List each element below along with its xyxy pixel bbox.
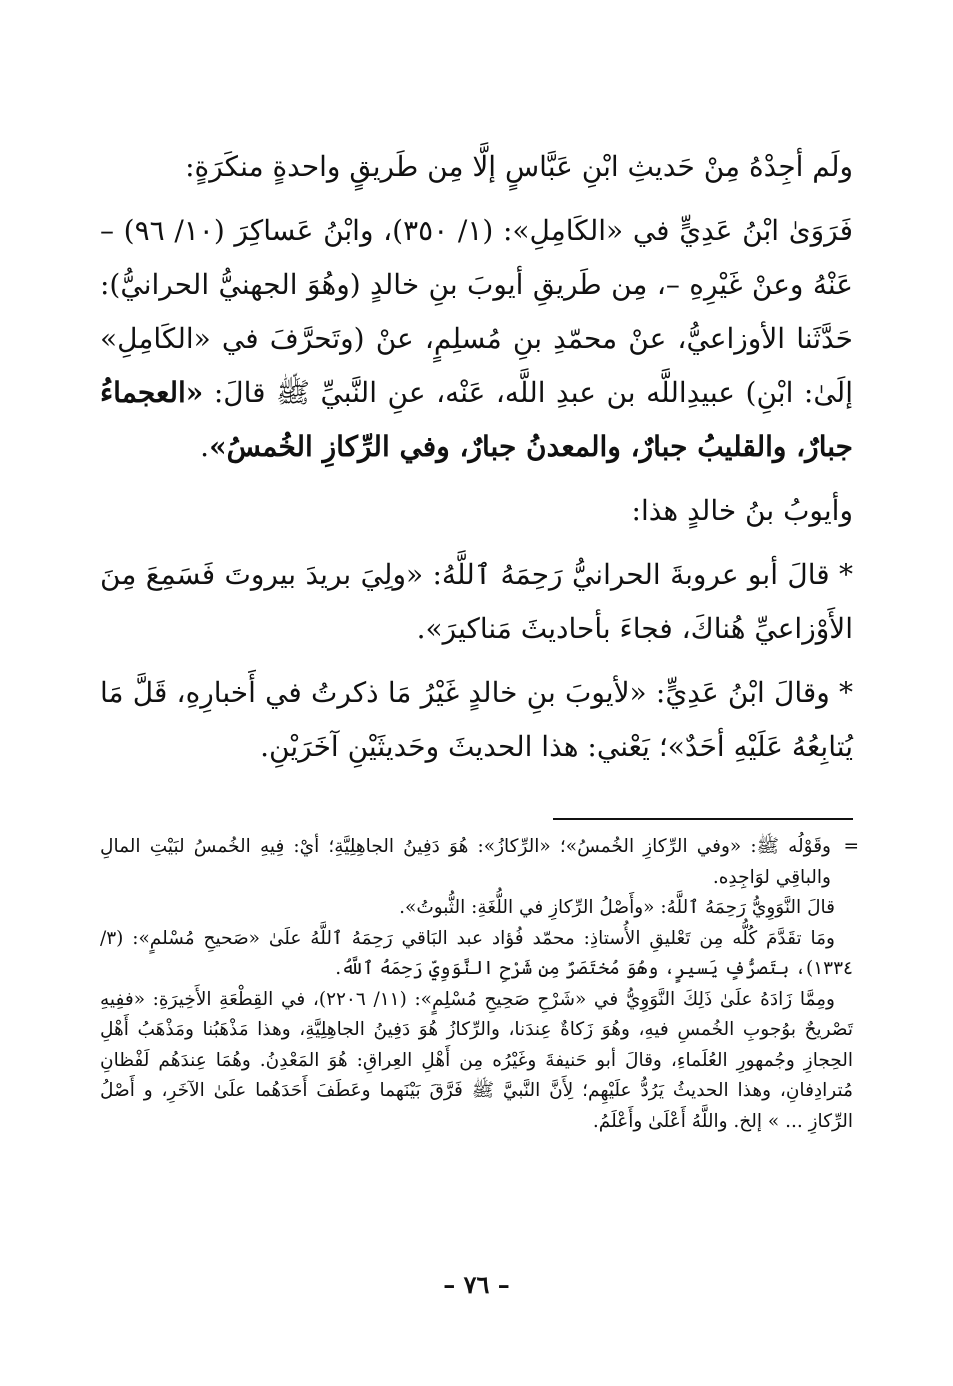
footnote-continuation — [100, 832, 859, 893]
narrator-heading: وأيوبُ بنُ خالدٍ هذا: — [631, 494, 853, 527]
hadith-text: «العجماءُ جبارٌ، والقليبُ جبارٌ، والمعدنُ جبارٌ، وفي الرِّكازِ الخُمسُ» — [100, 376, 853, 463]
footnote-separator — [553, 818, 853, 820]
hadith-chain-text: فَرَوَىٰ ابْنُ عَدِيٍّ في «الكَامِلِ»: (١/ ٣٥٠)، وابْنُ عَساكِرَ (١٠/ ٩٦) – عَنْهُ وعنْ غَيْرِهِ –، مِن طَريقِ أيوبَ بنِ خالدٍ (وهُوَ الجهنيُّ الحرانيُّ): حَدَّثَنا الأوزاعيُّ، عنْ محمّدِ بنِ مُسلِمٍ، عنْ (وتَحرَّفَ في «الكَامِلِ» إلَىٰ: ابْنِ) عبيدِاللَّه بن عبدِ اللَّه، عَنْه، عنِ النَّبيِّ ﷺ قالَ: — [100, 214, 853, 409]
abu-aruba-quote: * قالَ أبو عروبةَ الحرانيُّ رَحِمَهُ ٱللَّهُ: «ولِيَ بريدَ بيروتَ فَسَمِعَ مِنَ الأَوْزاعيِّ هُناكَ، فجاءَ بأحاديثَ مَناكيرَ». — [100, 558, 853, 645]
footnote-line-3: ومَا تقَدَّمَ كُلُّه مِن تَعْليقِ الأُستاذِ: محمّد فُؤاد عبد البَاقي رَحِمَهُ ٱللَّهُ علَىٰ «صَحيحِ مُسْلمٍ»: (٣/ ١٣٣٤)، بتَصرُّفٍ يَسيرٍ، وهُوَ مُختَصَرٌ مِن شَرْحِ النَّوَوِيِّ رَحِمَهُ ٱللَّهُ. — [100, 927, 853, 979]
footnote-line-4: ومِمَّا زَادَهُ علَىٰ ذَلِكَ النَّوَوِيُّ في «شَرْحِ صَحِيحِ مُسْلِمٍ»: (١١/ ٢٢٠٦)، في القِطْعَةِ الأَخِيرَةِ: «ففِيهِ تَصْريحٌ بوُجوبِ الخُمسِ فيهِ، وهُوَ زَكاةٌ عِندَنا، والرِّكازُ هُوَ دَفِينُ الجاهِلِيَّةِ، وهذا مَذْهَبُنا ومَذْهَبُ أَهْلِ الحِجازِ وجُمهورِ العُلَماءِ، وقالَ أبو حَنيفةَ وغَيْرُه مِن أَهْلِ العِراقِ: هُوَ المَعْدِنُ. وهُمَا عِندَهُم لَفْظانِ مُترادِفانِ، وهذا الحديثُ يَرُدُّ علَيْهِم؛ لِأَنَّ النَّبيَّ ﷺ فَرَّقَ بَيْنَهما وعَطَفَ أَحَدَهُما علَىٰ الآخَرِ، و أَصْلُ الرِّكازِ ... » إلخ. واللَّهُ أَعْلَىٰ وأَعْلَمُ. — [100, 988, 853, 1132]
footnotes — [100, 832, 859, 1137]
ibn-adi-quote: * وقالَ ابْنُ عَدِيٍّ: «لأيوبَ بنِ خالدٍ غَيْرُ مَا ذكرتُ في أَخبارِهِ، قَلَّ مَا يُتابِعُهُ عَلَيْهِ أحَدٌ»؛ يَعْني: هذا الحديثَ وحَديثَيْنِ آخَرَيْنِ. — [100, 676, 853, 763]
intro-paragraph: ولَم أجِدْهُ مِنْ حَديثِ ابْنِ عَبَّاسٍ إلَّا مِن طَريقٍ واحدةٍ منكَرَةٍ: — [185, 150, 853, 183]
hadith-end: . — [200, 430, 210, 463]
hadith-paragraph — [100, 204, 853, 474]
main-text — [100, 140, 853, 784]
page-number: – ٧٦ – — [443, 1270, 510, 1299]
footnote-line-2: قالَ النَّوَوِيُّ رَحِمَهُ ٱللَّهُ: «وأَصْلُ الرِّكازِ في اللُّغَةِ: الثُّبوتُ». — [399, 897, 835, 918]
footnote-line-1: وقَوْلُه ﷺ: «وفي الرِّكازِ الخُمسُ»؛ «الرِّكازُ»: هُوَ دَفِينُ الجاهِلِيَّةِ؛ أيْ: فِيهِ الخُمسُ لبَيْتِ المالِ والباقِي لوَاجِدِه. — [100, 836, 831, 888]
footnote-continuation-marker: = — [843, 836, 859, 857]
